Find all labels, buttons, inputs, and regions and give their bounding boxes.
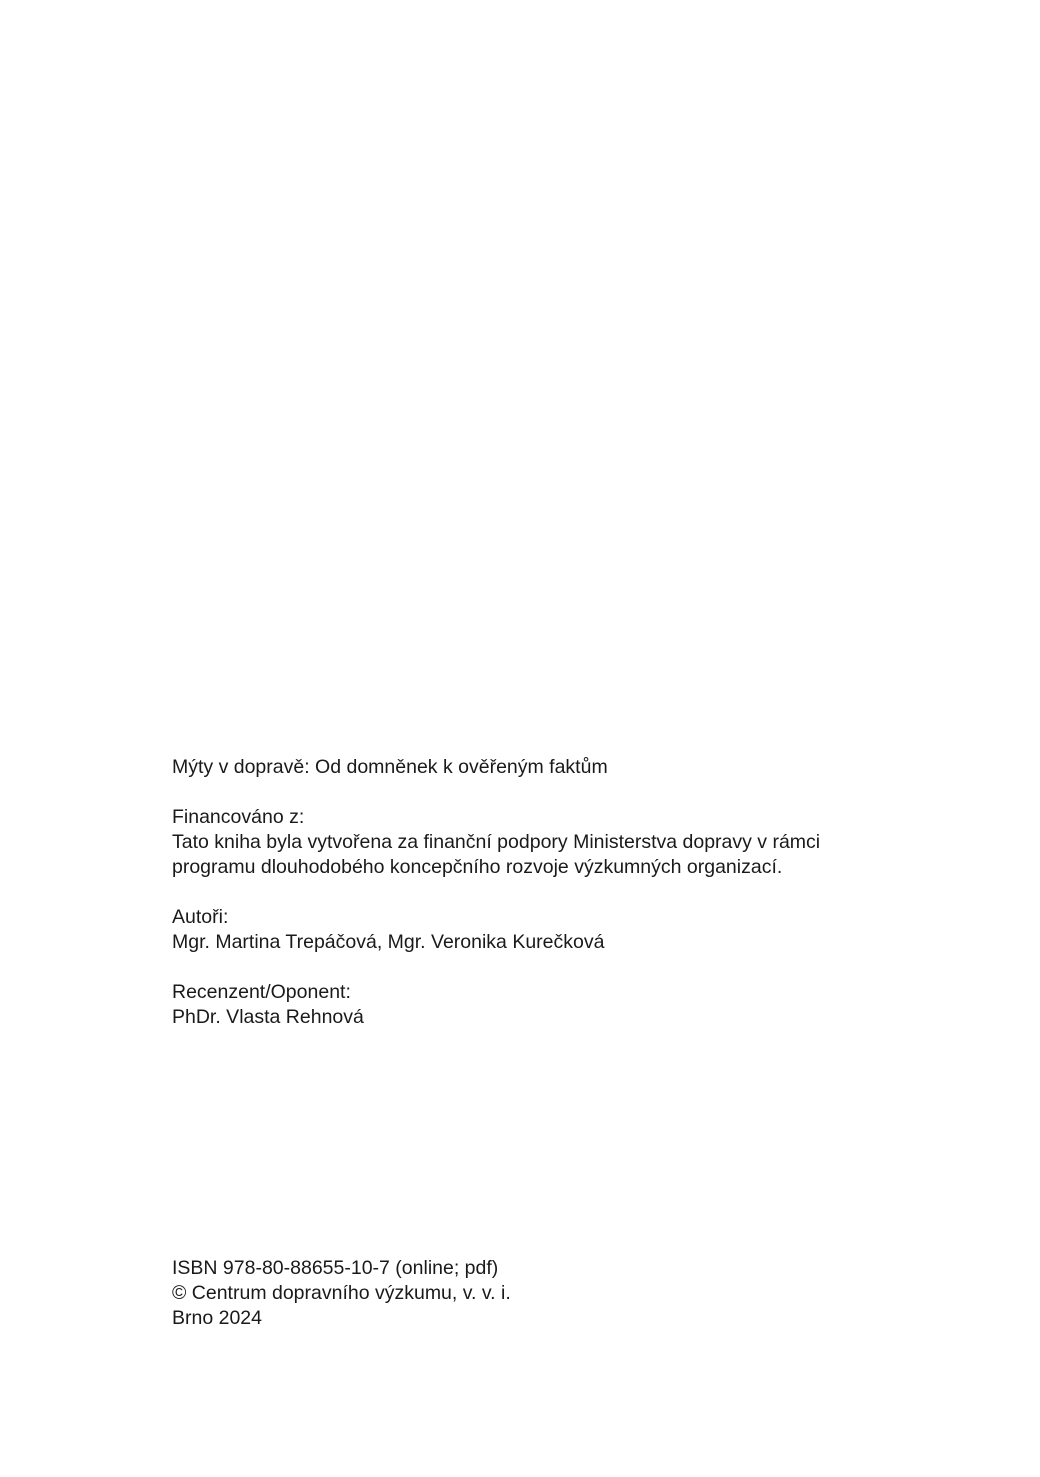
funding-text-line: Tato kniha byla vytvořena za finanční podpory Ministerstva dopravy v rámci xyxy=(172,831,821,853)
book-title: Mýty v dopravě: Od domněnek k ověřeným faktům xyxy=(172,756,608,778)
authors-label: Autoři: xyxy=(172,906,229,928)
authors-block xyxy=(172,905,932,955)
place-year: Brno 2024 xyxy=(172,1307,262,1329)
authors-names: Mgr. Martina Trepáčová, Mgr. Veronika Kurečková xyxy=(172,931,605,953)
funding-text-line: programu dlouhodobého koncepčního rozvoje výzkumných organizací. xyxy=(172,856,783,878)
book-title-block xyxy=(172,755,932,780)
reviewer-block xyxy=(172,980,932,1030)
copyright: © Centrum dopravního výzkumu, v. v. i. xyxy=(172,1282,511,1304)
funding-block xyxy=(172,805,932,880)
reviewer-name: PhDr. Vlasta Rehnová xyxy=(172,1006,364,1028)
imprint-block xyxy=(172,1256,932,1331)
funding-label: Financováno z: xyxy=(172,806,305,828)
isbn: ISBN 978-80-88655-10-7 (online; pdf) xyxy=(172,1257,499,1279)
reviewer-label: Recenzent/Oponent: xyxy=(172,981,351,1003)
